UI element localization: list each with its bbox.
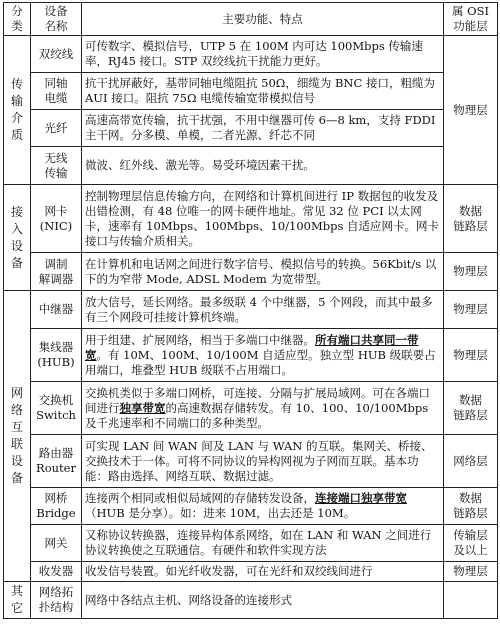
features-hub-text-a: 用于组建、扩展网络，相当于多端口中继器。 [85,332,315,347]
device-nic: 网卡 (NIC) [31,185,82,253]
device-router: 路由器 Router [31,435,82,488]
header-osi-layer: 属 OSI 功能层 [444,3,498,36]
features-modem: 在计算机和电话网之间进行数字信号、模拟信号的转换。56Kbit/s 以下的为窄带 Mode, ADSL Modem 为宽带型。 [82,253,444,291]
features-twisted-pair: 可传数字、模拟信号，UTP 5 在 100M 内可达 100Mbps 传输速率，RJ45 接口。STP 双绞线抗干扰能力更好。 [82,36,444,73]
table-row [4,562,498,582]
header-features: 主要功能、特点 [82,3,444,36]
features-wireless: 微波、红外线、激光等。易受环境因素干扰。 [82,147,444,185]
device-bridge: 网桥 Bridge [31,488,82,525]
table-row [4,435,498,488]
table-row [4,36,498,73]
device-switch: 交换机 Switch [31,382,82,435]
table-row [4,582,498,619]
group-transmission-media: 传 输 介 质 [4,36,31,185]
layer-nic: 数据 链路层 [444,185,498,253]
features-hub-emphasis: 所有端口共享同一带宽 [85,332,419,362]
features-hub [82,329,444,382]
layer-switch: 数据 链路层 [444,382,498,435]
header-device: 设备 名称 [31,3,82,36]
layer-hub: 物理层 [444,329,498,382]
features-fiber: 高速高带宽传输，抗干扰强，不用中继器可传 6—8 km，支持 FDDI 主干网。分多模、单模，二者光源、纤芯不同 [82,110,444,147]
table-row [4,110,498,147]
layer-bridge: 数据 链路层 [444,488,498,525]
features-router: 可实现 LAN 间 WAN 间及 LAN 与 WAN 的互联。集网关、桥接、交换技术于一体。可将不同协议的异构网视为子网而互联。基本功能：路由选择、网络互联、数据过滤。 [82,435,444,488]
table-row [4,73,498,110]
device-twisted-pair: 双绞线 [31,36,82,73]
features-nic: 控制物理层信息传输方向，在网络和计算机间进行 IP 数据包的收发及出错检测，有 48 位唯一的网卡硬件地址。常见 32 位 PCI 以太网卡，速率有 10Mbps、100Mbps、10/100Mbps 自适应网卡。网卡接口与传输介质相关。 [82,185,444,253]
features-bridge-emphasis: 连接端口独享带宽 [315,491,407,505]
device-transceiver: 收发器 [31,562,82,582]
layer-gateway: 传输层 及以上 [444,525,498,562]
device-repeater: 中继器 [31,291,82,329]
layer-transmission-media: 物理层 [444,36,498,185]
features-topology: 网络中各结点主机、网络设备的连接形式 [82,582,444,619]
table-row [4,185,498,253]
device-gateway: 网关 [31,525,82,562]
table-row [4,291,498,329]
features-switch [82,382,444,435]
features-coax: 抗干扰屏蔽好，基带同轴电缆阻抗 50Ω，细缆为 BNC 接口，粗缆为 AUI 接口。阻抗 75Ω 电缆传输宽带模拟信号 [82,73,444,110]
features-repeater: 放大信号，延长网络。最多级联 4 个中继器，5 个网段，而其中最多有三个网段可挂接计算机终端。 [82,291,444,329]
device-coax: 同轴 电缆 [31,73,82,110]
features-gateway: 又称协议转换器，连接异构体系网络，如在 LAN 和 WAN 之间进行协议转换使之互联通信。有硬件和软件实现方法 [82,525,444,562]
layer-modem: 物理层 [444,253,498,291]
table-row [4,488,498,525]
features-bridge-text-b: （HUB 是分享）。如：进来 10M，出去还是 10M。 [85,506,356,520]
group-access-devices: 接 入 设 备 [4,185,31,291]
layer-topology [444,582,498,619]
table-row [4,253,498,291]
features-switch-emphasis: 独享带宽 [119,400,166,415]
device-hub: 集线器 (HUB) [31,329,82,382]
group-interconnect-devices: 网 络 互 联 设 备 [4,291,31,582]
features-switch-text-a: 交换机类似于多端口网桥，可连接、分隔与扩展局域网。可在各端口间进行 [85,385,430,415]
table-row [4,329,498,382]
layer-transceiver: 物理层 [444,562,498,582]
table-row [4,525,498,562]
table-row [4,382,498,435]
device-wireless: 无线 传输 [31,147,82,185]
device-fiber: 光纤 [31,110,82,147]
header-category: 分 类 [4,3,31,36]
device-modem: 调制 解调器 [31,253,82,291]
group-other: 其 它 [4,582,31,619]
device-topology: 网络拓 扑结构 [31,582,82,619]
features-hub-text-b: 。有 10M、100M、10/100M 自适应型。独立型 HUB 级联要占用端口，堆叠型 HUB 级联不占用端口。 [85,347,436,377]
table-row [4,147,498,185]
network-devices-table [3,2,498,619]
features-bridge-text-a: 连接两个相同或相似局域网的存储转发设备， [85,491,315,505]
features-transceiver: 收发信号装置。如光纤收发器，可在光纤和双绞线间进行 [82,562,444,582]
header-row [4,3,498,36]
layer-router: 网络层 [444,435,498,488]
features-bridge [82,488,444,525]
layer-repeater: 物理层 [444,291,498,329]
features-switch-text-b: 的高速数据存储转发。有 10、100、10/100Mbps 及千兆速率和不同端口的多种类型。 [85,400,429,430]
